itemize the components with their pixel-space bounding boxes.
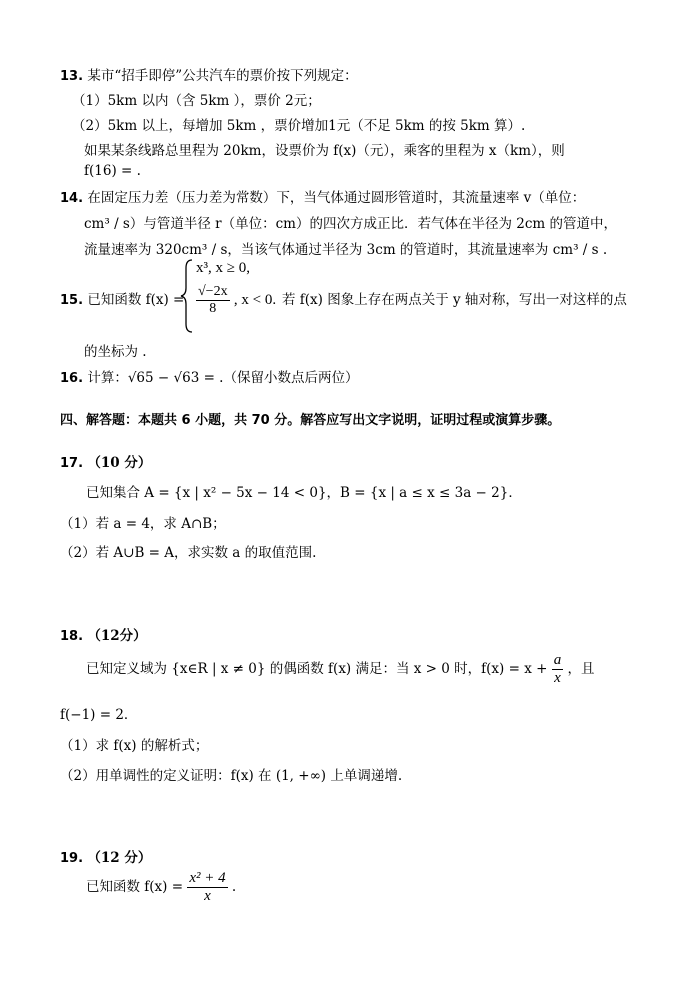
q17-part2: （2）若 A∪B = A，求实数 a 的取值范围. — [60, 545, 317, 561]
section4-heading: 四、解答题：本题共 6 小题，共 70 分。解答应写出文字说明，证明过程或演算步骤。 — [60, 413, 561, 428]
q18-score: （12分） — [87, 628, 147, 644]
q19-given — [86, 870, 236, 905]
q15-number: 15. — [60, 293, 84, 308]
q18-fraction-denominator: x — [554, 670, 561, 686]
q15-case1: x³, x ≥ 0, — [196, 260, 250, 276]
q19-header — [60, 846, 151, 866]
q18-part2: （2）用单调性的定义证明：f(x) 在 (1, +∞) 上单调递增. — [60, 768, 403, 784]
q19-given-a: 已知函数 f(x) = — [86, 879, 184, 895]
q19-fraction-denominator: x — [204, 888, 211, 904]
q13-rule2: （2）5km 以上，每增加 5km ，票价增加1元（不足 5km 的按 5km 算）. — [72, 118, 526, 134]
q15-case2-condition: , x < 0. — [233, 292, 277, 308]
q17-score: （10 分） — [87, 455, 152, 471]
q14-line1: 在固定压力差（压力差为常数）下，当气体通过圆形管道时，其流量速率 v（单位： — [87, 190, 586, 206]
q15-piecewise — [180, 258, 277, 338]
q17-header — [60, 451, 151, 471]
q16-wrap — [60, 366, 358, 386]
q13-stem-line — [60, 64, 358, 84]
q13-stem: 某市“招手即停”公共汽车的票价按下列规定： — [87, 68, 358, 84]
q14-line3: 流量速率为 320cm³ / s，当该气体通过半径为 3cm 的管道时，其流量速率为 cm³ / s . — [84, 242, 608, 258]
q18-number: 18. — [60, 629, 84, 644]
q16-text: 计算：√65 − √63 = .（保留小数点后两位） — [87, 370, 359, 386]
q19-score: （12 分） — [87, 850, 152, 866]
q13-line4: f(16) = . — [84, 163, 141, 179]
q18-given — [86, 652, 595, 687]
q15-case2-fraction — [196, 284, 230, 317]
q15-case2 — [196, 284, 276, 317]
left-brace-icon — [180, 258, 194, 334]
q15-line2: 的坐标为 . — [84, 344, 147, 360]
q14-number: 14. — [60, 191, 84, 206]
q17-given: 已知集合 A = {x | x² − 5x − 14 < 0}，B = {x | a ≤ x ≤ 3a − 2}． — [86, 485, 522, 501]
q13-number: 13. — [60, 69, 84, 84]
q14-line2: cm³ / s）与管道半径 r（单位：cm）的四次方成正比．若气体在半径为 2cm 的管道中， — [84, 216, 617, 232]
q15-case2-numerator: √−2x — [198, 284, 228, 299]
q19-number: 19. — [60, 851, 84, 866]
q18-given-b: ，且 — [567, 661, 595, 677]
q18-line2: f(−1) = 2． — [60, 707, 138, 723]
q18-given-a: 已知定义域为 {x∈R | x ≠ 0} 的偶函数 f(x) 满足：当 x > 0 时，f(x) = x + — [86, 661, 548, 677]
q18-part1: （1）求 f(x) 的解析式； — [60, 738, 209, 754]
q17-part1: （1）若 a = 4，求 A∩B； — [60, 516, 226, 532]
q15-case2-denominator: 8 — [209, 301, 217, 316]
q15-lead-wrap — [60, 288, 184, 308]
q18-fraction — [552, 652, 564, 687]
q18-fraction-numerator: a — [553, 652, 562, 668]
q19-given-b: . — [231, 879, 237, 895]
q14-line1-wrap — [60, 186, 585, 206]
q19-fraction — [187, 870, 227, 905]
q17-number: 17. — [60, 456, 84, 471]
q18-header — [60, 624, 147, 644]
q13-rule1: （1）5km 以内（含 5km ），票价 2元； — [72, 93, 321, 109]
q15-lead: 已知函数 f(x) = — [87, 292, 185, 308]
q13-line3: 如果某条线路总里程为 20km，设票价为 f(x)（元），乘客的里程为 x（km），则 — [84, 143, 565, 159]
q19-fraction-numerator: x² + 4 — [189, 870, 226, 886]
q15-tail: 若 f(x) 图象上存在两点关于 y 轴对称，写出一对这样的点 — [282, 292, 627, 308]
q16-number: 16. — [60, 371, 84, 386]
